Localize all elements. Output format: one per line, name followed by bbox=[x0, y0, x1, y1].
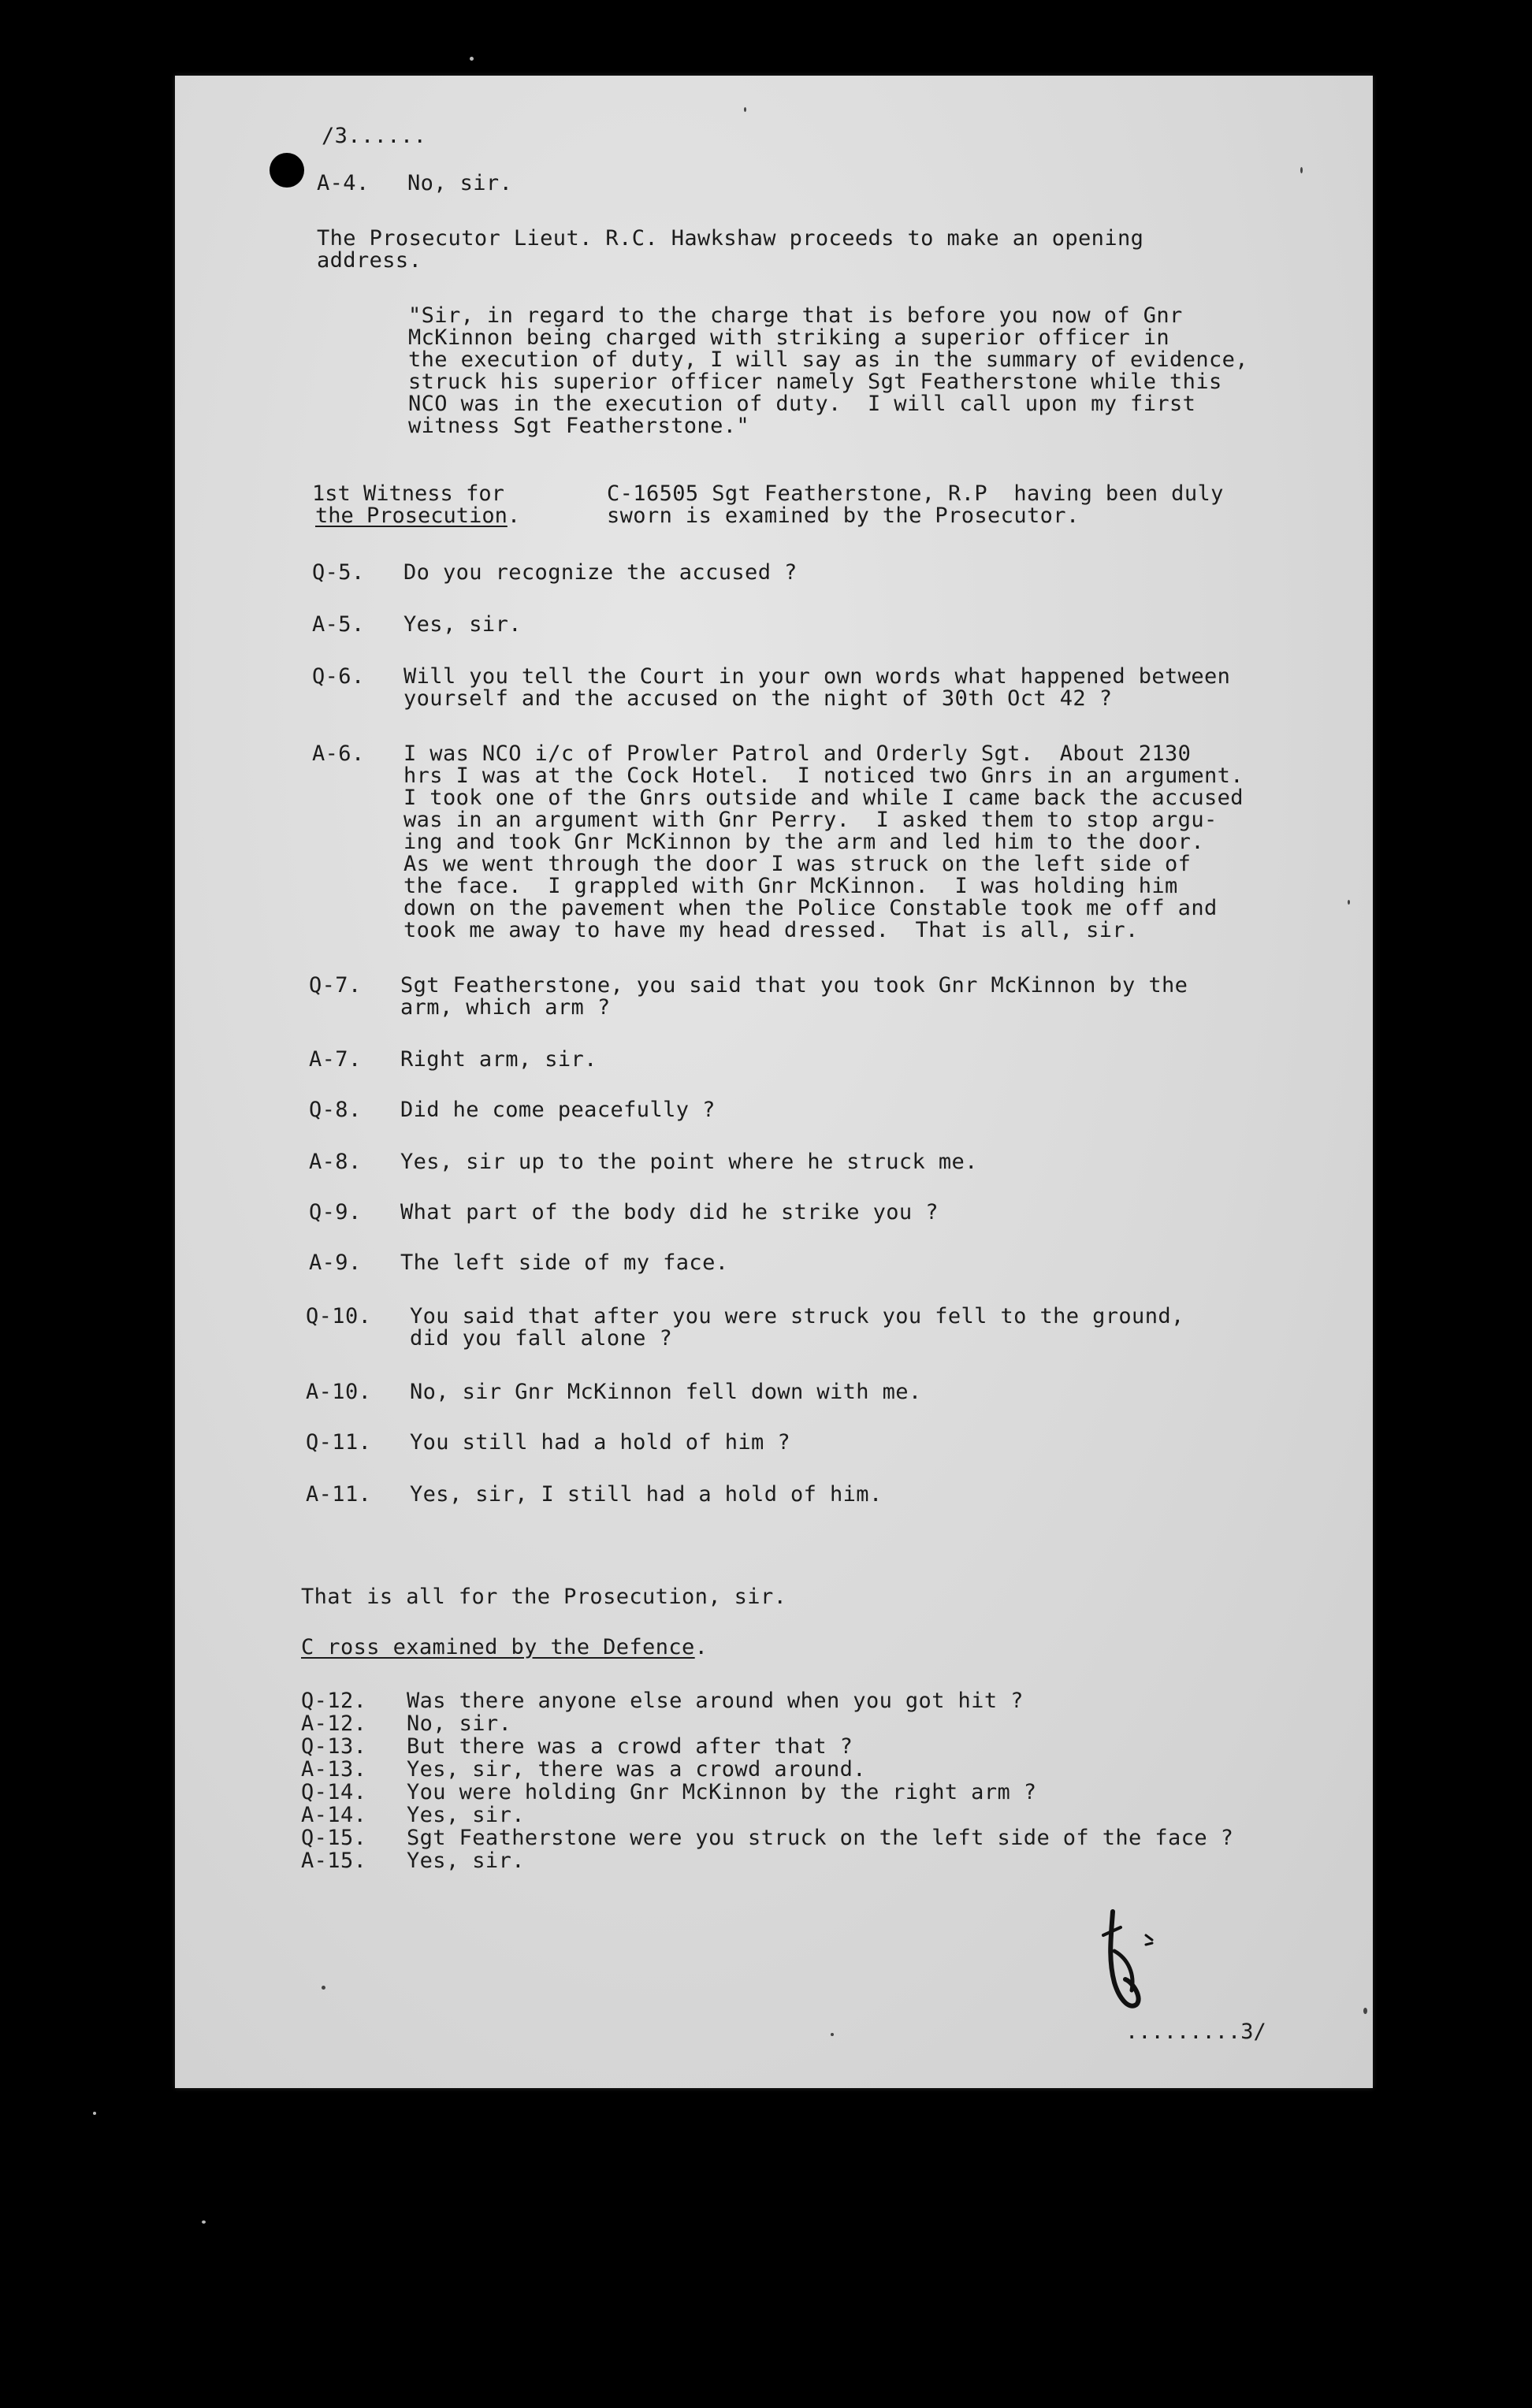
qa-label: A-11. bbox=[306, 1482, 372, 1507]
qa-line: You still had a hold of him ? bbox=[410, 1430, 791, 1455]
scan-speck bbox=[93, 2112, 96, 2115]
speech-line: the execution of duty, I will say as in the summary of evidence, bbox=[408, 347, 1248, 372]
qa-label: A-8. bbox=[309, 1150, 362, 1174]
qa-line: Yes, sir up to the point where he struck me. bbox=[400, 1150, 978, 1174]
qa-label: Q-7. bbox=[309, 973, 362, 998]
qa-label: Q-9. bbox=[309, 1200, 362, 1224]
qa-label: Q-5. bbox=[312, 560, 365, 585]
qa-line: Sgt Featherstone, you said that you took Gnr McKinnon by the bbox=[400, 973, 1188, 998]
qa-label: Q-10. bbox=[306, 1304, 372, 1328]
scan-speck bbox=[470, 57, 474, 61]
qa-line: yourself and the accused on the night of 30th Oct 42 ? bbox=[403, 686, 1113, 711]
qa-line: arm, which arm ? bbox=[400, 995, 611, 1020]
qa-line: Yes, sir. bbox=[407, 1849, 525, 1873]
qa-line: Yes, sir, there was a crowd around. bbox=[407, 1757, 866, 1782]
qa-line: What part of the body did he strike you ? bbox=[400, 1200, 939, 1224]
scan-speck bbox=[1363, 2008, 1367, 2014]
qa-line: No, sir Gnr McKinnon fell down with me. bbox=[410, 1380, 922, 1404]
qa-line: Right arm, sir. bbox=[400, 1047, 597, 1072]
qa-label: A-9. bbox=[309, 1250, 362, 1275]
page-reference: /3...... bbox=[322, 124, 427, 148]
closing-prosecution: That is all for the Prosecution, sir. bbox=[301, 1585, 787, 1609]
qa-label: A-13. bbox=[301, 1757, 367, 1782]
document-page bbox=[175, 76, 1373, 2088]
continuation-mark: .........3/ bbox=[1125, 2020, 1266, 2044]
cross-heading bbox=[301, 1636, 708, 1659]
qa-label: Q-11. bbox=[306, 1430, 372, 1455]
qa-label: A-6. bbox=[312, 741, 365, 766]
qa-line: hrs I was at the Cock Hotel. I noticed two Gnrs in an argument. bbox=[403, 764, 1244, 788]
qa-label: Q-8. bbox=[309, 1098, 362, 1122]
qa-line: No, sir. bbox=[407, 1711, 512, 1736]
qa-line: Will you tell the Court in your own words what happened between bbox=[403, 664, 1231, 689]
qa-line: did you fall alone ? bbox=[410, 1326, 673, 1351]
witness-label: 1st Witness for bbox=[312, 481, 504, 506]
witness-text: sworn is examined by the Prosecutor. bbox=[607, 504, 1080, 528]
scan-speck bbox=[202, 2220, 206, 2224]
qa-line: You said that after you were struck you fell to the ground, bbox=[410, 1304, 1184, 1328]
speech-line: McKinnon being charged with striking a superior officer in bbox=[408, 325, 1170, 350]
speech-line: witness Sgt Featherstone." bbox=[408, 414, 750, 438]
witness-label-underlined bbox=[315, 504, 520, 528]
qa-label: A-12. bbox=[301, 1711, 367, 1736]
qa-label: A-7. bbox=[309, 1047, 362, 1072]
qa-label: Q-13. bbox=[301, 1734, 367, 1759]
address-line: address. bbox=[317, 248, 422, 273]
qa-line: I took one of the Gnrs outside and while I came back the accused bbox=[403, 786, 1244, 810]
qa-line: Did he come peacefully ? bbox=[400, 1098, 716, 1122]
qa-label: Q-6. bbox=[312, 664, 365, 689]
qa-line: took me away to have my head dressed. That is all, sir. bbox=[403, 918, 1139, 942]
qa-label: A-10. bbox=[306, 1380, 372, 1404]
answer-text: No, sir. bbox=[407, 171, 513, 195]
scan-speck bbox=[1300, 167, 1303, 173]
qa-line: But there was a crowd after that ? bbox=[407, 1734, 853, 1759]
qa-label: Q-14. bbox=[301, 1780, 367, 1804]
qa-line: Do you recognize the accused ? bbox=[403, 560, 798, 585]
qa-label: Q-12. bbox=[301, 1689, 367, 1713]
qa-label: A-14. bbox=[301, 1803, 367, 1827]
qa-line: Yes, sir. bbox=[403, 612, 522, 637]
qa-line: Yes, sir, I still had a hold of him. bbox=[410, 1482, 883, 1507]
qa-line: Sgt Featherstone were you struck on the left side of the face ? bbox=[407, 1826, 1234, 1850]
speech-line: struck his superior officer namely Sgt Featherstone while this bbox=[408, 370, 1222, 394]
witness-text: C-16505 Sgt Featherstone, R.P having been duly bbox=[607, 481, 1224, 506]
scan-speck bbox=[322, 1986, 325, 1990]
address-line: The Prosecutor Lieut. R.C. Hawkshaw proceeds to make an opening bbox=[317, 226, 1144, 251]
qa-line: Yes, sir. bbox=[407, 1803, 525, 1827]
qa-line: You were holding Gnr McKinnon by the right arm ? bbox=[407, 1780, 1037, 1804]
handwritten-initials bbox=[1097, 1904, 1184, 2022]
qa-label: A-5. bbox=[312, 612, 365, 637]
qa-line: The left side of my face. bbox=[400, 1250, 729, 1275]
scan-speck bbox=[744, 107, 746, 112]
witness-label-period: . bbox=[507, 504, 521, 528]
qa-line: ing and took Gnr McKinnon by the arm and led him to the door. bbox=[403, 830, 1204, 854]
qa-line: was in an argument with Gnr Perry. I asked them to stop argu- bbox=[403, 808, 1218, 832]
qa-line: Was there anyone else around when you got hit ? bbox=[407, 1689, 1024, 1713]
qa-label: A-15. bbox=[301, 1849, 367, 1873]
speech-line: NCO was in the execution of duty. I will call upon my first bbox=[408, 392, 1196, 416]
answer-label: A-4. bbox=[317, 171, 370, 195]
scan-speck bbox=[831, 2033, 834, 2036]
qa-line: I was NCO i/c of Prowler Patrol and Orderly Sgt. About 2130 bbox=[403, 741, 1192, 766]
qa-line: down on the pavement when the Police Constable took me off and bbox=[403, 896, 1218, 920]
cross-heading-text: C ross examined by the Defence bbox=[301, 1635, 695, 1659]
witness-label-prosecution: the Prosecution bbox=[315, 504, 508, 528]
qa-line: the face. I grappled with Gnr McKinnon. I was holding him bbox=[403, 874, 1178, 898]
qa-line: As we went through the door I was struck on the left side of bbox=[403, 852, 1192, 876]
scan-speck bbox=[1348, 900, 1350, 905]
speech-line: "Sir, in regard to the charge that is before you now of Gnr bbox=[408, 303, 1183, 328]
cross-heading-period: . bbox=[694, 1635, 708, 1659]
punch-hole bbox=[270, 153, 304, 188]
qa-label: Q-15. bbox=[301, 1826, 367, 1850]
